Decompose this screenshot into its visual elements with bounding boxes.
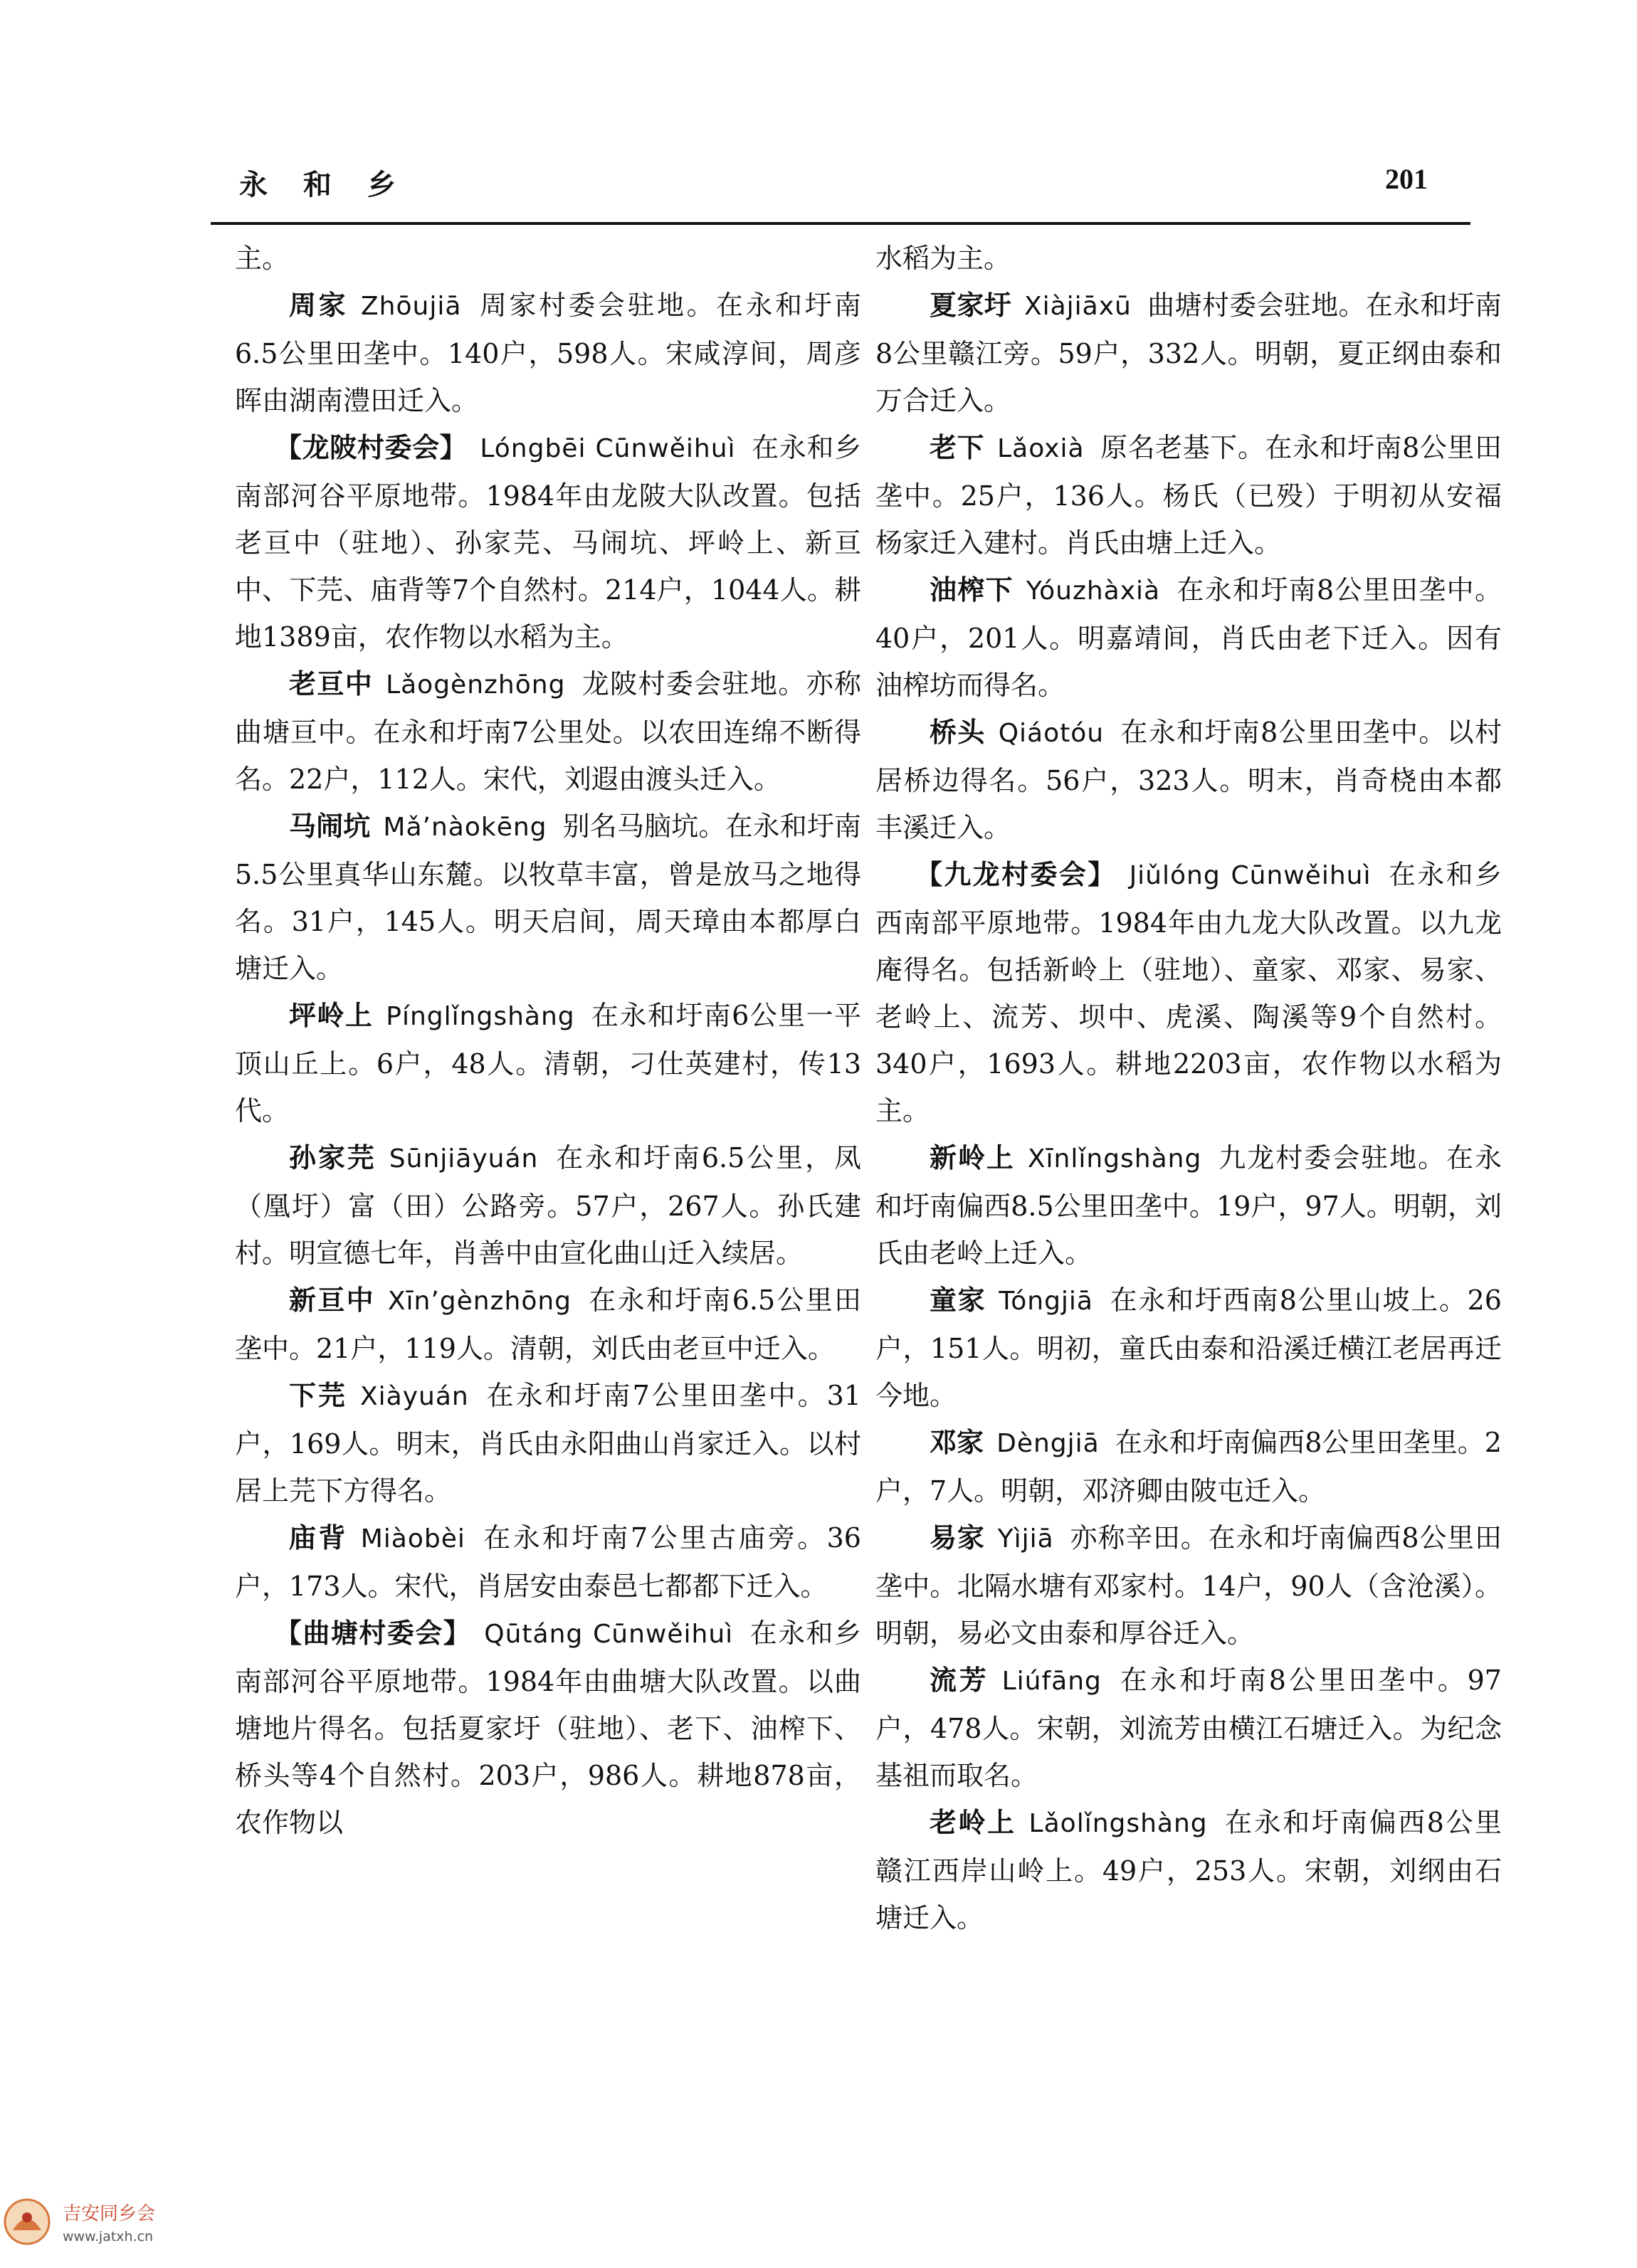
place-entry bbox=[235, 660, 861, 803]
entry-pinyin: Mǎ’nàokēng bbox=[383, 813, 547, 842]
watermark-seal-icon bbox=[3, 2198, 51, 2246]
entry-pinyin: Xīnlǐngshàng bbox=[1027, 1144, 1202, 1173]
entry-headword: 新岭上 bbox=[930, 1142, 1015, 1173]
page-number: 201 bbox=[1385, 163, 1428, 195]
place-entry bbox=[875, 709, 1502, 851]
place-entry bbox=[235, 1514, 861, 1610]
village-committee-entry bbox=[235, 1610, 861, 1846]
watermark-title: 吉安同乡会 bbox=[63, 2203, 156, 2225]
place-entry bbox=[875, 1514, 1502, 1657]
place-entry bbox=[235, 1372, 861, 1514]
entry-headword: 易家 bbox=[930, 1522, 985, 1554]
entry-headword: 油榨下 bbox=[930, 574, 1014, 606]
place-entry bbox=[875, 1799, 1502, 1941]
entry-headword: 马闹坑 bbox=[289, 811, 371, 842]
place-entry bbox=[235, 1277, 861, 1372]
entry-pinyin: Qūtáng Cūnwěihuì bbox=[484, 1620, 734, 1649]
entry-pinyin: Xīn’gènzhōng bbox=[387, 1287, 572, 1316]
entry-text: 在永和圩南7公里古庙旁。36户，173人。宋代，肖居安由泰邑七都都下迁入。 bbox=[235, 1522, 861, 1602]
place-entry bbox=[875, 566, 1502, 709]
entry-text: 曲塘村委会驻地。在永和圩南8公里赣江旁。59户，332人。明朝，夏正纲由泰和万合迁入。 bbox=[875, 290, 1502, 416]
entry-headword: 孙家芫 bbox=[289, 1142, 377, 1173]
entry-text: 周家村委会驻地。在永和圩南6.5公里田垄中。140户，598人。宋咸淳间，周彦晖由湖南澧田迁入。 bbox=[235, 290, 861, 416]
entry-pinyin: Dèngjiā bbox=[996, 1429, 1100, 1458]
entry-pinyin: Xiàjiāxū bbox=[1023, 292, 1132, 321]
village-committee-entry bbox=[235, 424, 861, 660]
entry-headword: 【龙陂村委会】 bbox=[275, 432, 468, 463]
continued-text: 主。 bbox=[235, 243, 290, 274]
entry-headword: 庙背 bbox=[289, 1522, 348, 1554]
entry-headword: 夏家圩 bbox=[930, 290, 1011, 321]
right-column bbox=[875, 235, 1502, 1941]
entry-text: 在永和圩南6.5公里田垄中。21户，119人。清朝，刘氏由老亘中迁入。 bbox=[235, 1285, 861, 1364]
page-header bbox=[211, 162, 1470, 212]
entry-headword: 坪岭上 bbox=[289, 1000, 374, 1031]
entry-headword: 桥头 bbox=[930, 717, 986, 748]
place-entry bbox=[875, 424, 1502, 566]
continued-text: 水稻为主。 bbox=[875, 243, 1011, 274]
place-entry bbox=[235, 282, 861, 424]
village-committee-entry bbox=[875, 851, 1502, 1134]
entry-text: 在永和圩南8公里田垄中。97户，478人。宋朝，刘流芳由横江石塘迁入。为纪念基祖而取名。 bbox=[875, 1665, 1502, 1791]
entry-headword: 【九龙村委会】 bbox=[915, 859, 1117, 890]
place-entry bbox=[875, 1134, 1502, 1277]
entry-text: 在永和圩南7公里田垄中。31户，169人。明末，肖氏由永阳曲山肖家迁入。以村居上芫下方得名。 bbox=[235, 1380, 861, 1507]
place-entry bbox=[235, 803, 861, 992]
place-entry bbox=[235, 992, 861, 1134]
running-title: 永 和 乡 bbox=[239, 168, 409, 201]
entry-headword: 周家 bbox=[289, 290, 349, 321]
entry-headword: 老亘中 bbox=[289, 668, 374, 700]
place-entry bbox=[875, 1657, 1502, 1799]
entry-text: 亦称辛田。在永和圩南偏西8公里田垄中。北隔水塘有邓家村。14户，90人（含沧溪）。明朝，易必文由泰和厚谷迁入。 bbox=[875, 1522, 1502, 1649]
entry-pinyin: Lǎogènzhōng bbox=[386, 670, 566, 700]
entry-pinyin: Lǎoxià bbox=[997, 434, 1085, 463]
entry-pinyin: Yóuzhàxià bbox=[1026, 576, 1161, 606]
entry-text: 在永和乡南部河谷平原地带。1984年由曲塘大队改置。以曲塘地片得名。包括夏家圩（驻地）、老下、油榨下、桥头等4个自然村。203户，986人。耕地878亩，农作物以 bbox=[235, 1618, 861, 1838]
place-entry bbox=[235, 1134, 861, 1277]
entry-pinyin: Pínglǐngshàng bbox=[386, 1002, 575, 1031]
entry-text: 在永和圩西南8公里山坡上。26户，151人。明初，童氏由泰和沿溪迁横江老居再迁今地。 bbox=[875, 1285, 1502, 1411]
place-entry bbox=[875, 1419, 1502, 1514]
entry-text: 在永和乡南部河谷平原地带。1984年由龙陂大队改置。包括老亘中（驻地）、孙家芫、马闹坑、坪岭上、新亘中、下芫、庙背等7个自然村。214户，1044人。耕地1389亩，农作物以水稻为主。 bbox=[235, 432, 861, 653]
entry-pinyin: Miàobèi bbox=[360, 1524, 465, 1554]
place-entry bbox=[875, 1277, 1502, 1419]
entry-text: 在永和圩南8公里田垄中。40户，201人。明嘉靖间，肖氏由老下迁入。因有油榨坊而得名。 bbox=[875, 574, 1502, 701]
watermark bbox=[3, 2198, 195, 2266]
left-column bbox=[235, 235, 861, 1846]
header-rule bbox=[211, 222, 1470, 225]
entry-headword: 老岭上 bbox=[930, 1807, 1016, 1838]
entry-text: 在永和乡西南部平原地带。1984年由九龙大队改置。以九龙庵得名。包括新岭上（驻地）、童家、邓家、易家、老岭上、流芳、坝中、虎溪、陶溪等9个自然村。340户，1693人。耕地2203亩，农作物以水稻为主。 bbox=[875, 859, 1502, 1127]
entry-headword: 下芫 bbox=[289, 1380, 347, 1411]
entry-pinyin: Sūnjiāyuán bbox=[389, 1144, 539, 1173]
entry-text: 龙陂村委会驻地。亦称曲塘亘中。在永和圩南7公里处。以农田连绵不断得名。22户，112人。宋代，刘遐由渡头迁入。 bbox=[235, 668, 861, 795]
entry-headword: 【曲塘村委会】 bbox=[275, 1618, 472, 1649]
entry-text: 别名马脑坑。在永和圩南5.5公里真华山东麓。以牧草丰富，曾是放马之地得名。31户，145人。明天启间，周天璋由本都厚白塘迁入。 bbox=[235, 811, 861, 984]
entry-pinyin: Lóngbēi Cūnwěihuì bbox=[480, 434, 736, 463]
entry-pinyin: Zhōujiā bbox=[361, 292, 462, 321]
watermark-url: www.jatxh.cn bbox=[63, 2229, 154, 2245]
entry-text: 在永和圩南6公里一平顶山丘上。6户，48人。清朝，刁仕英建村，传13代。 bbox=[235, 1000, 861, 1127]
entry-headword: 老下 bbox=[930, 432, 985, 463]
entry-headword: 新亘中 bbox=[289, 1285, 375, 1316]
entry-pinyin: Tóngjiā bbox=[999, 1287, 1093, 1316]
entry-text: 在永和圩南8公里田垄中。以村居桥边得名。56户，323人。明末，肖奇桡由本都丰溪迁入。 bbox=[875, 717, 1502, 843]
place-entry bbox=[875, 282, 1502, 424]
entry-text: 在永和圩南偏西8公里赣江西岸山岭上。49户，253人。宋朝，刘纲由石塘迁入。 bbox=[875, 1807, 1502, 1934]
entry-headword: 邓家 bbox=[930, 1427, 984, 1458]
entry-text: 九龙村委会驻地。在永和圩南偏西8.5公里田垄中。19户，97人。明朝，刘氏由老岭上迁入。 bbox=[875, 1142, 1502, 1269]
entry-pinyin: Qiáotóu bbox=[998, 719, 1105, 748]
entry-headword: 童家 bbox=[930, 1285, 986, 1316]
entry-pinyin: Lǎolǐngshàng bbox=[1028, 1809, 1208, 1838]
entry-pinyin: Liúfāng bbox=[1001, 1667, 1102, 1696]
entry-text: 在永和圩南偏西8公里田垄里。2户，7人。明朝，邓济卿由陂屯迁入。 bbox=[875, 1427, 1502, 1507]
entry-headword: 流芳 bbox=[930, 1665, 989, 1696]
entry-text: 原名老基下。在永和圩南8公里田垄中。25户，136人。杨氏（已殁）于明初从安福杨家迁入建村。肖氏由塘上迁入。 bbox=[875, 432, 1502, 559]
entry-text: 在永和圩南6.5公里，凤（凰圩）富（田）公路旁。57户，267人。孙氏建村。明宣德七年，肖善中由宣化曲山迁入续居。 bbox=[235, 1142, 861, 1269]
entry-pinyin: Xiàyuán bbox=[359, 1382, 469, 1411]
entry-pinyin: Yìjiā bbox=[997, 1524, 1054, 1554]
entry-pinyin: Jiǔlóng Cūnwěihuì bbox=[1129, 861, 1372, 890]
